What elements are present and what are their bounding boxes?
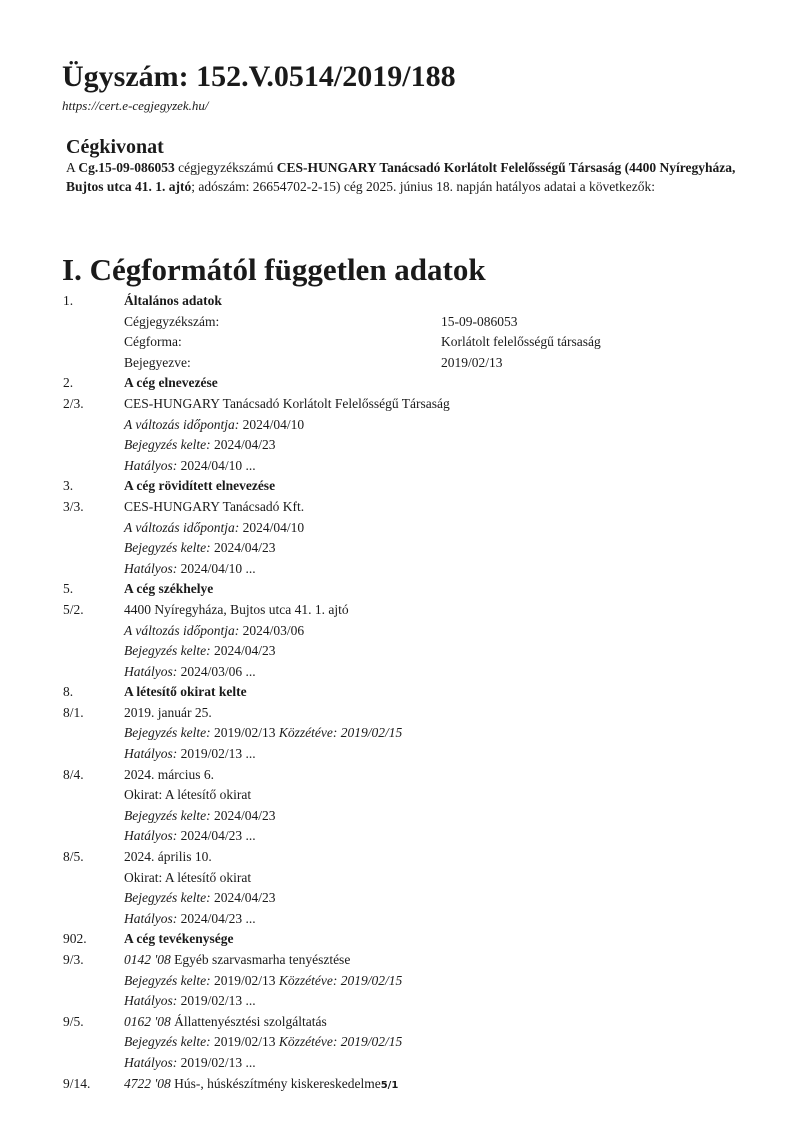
entry-heading-row — [0, 291, 800, 312]
entry-meta-row — [0, 888, 800, 909]
entry-document: Okirat: A létesítő okirat — [124, 869, 252, 885]
entry-number: 9/5. — [63, 1013, 84, 1029]
entry-heading: A cég székhelye — [124, 581, 214, 597]
entry-meta-row — [0, 641, 800, 662]
entry-meta-row — [0, 1053, 800, 1074]
meta-value: 2019/02/13 ... — [177, 993, 256, 1009]
meta-label: Közzétéve: — [278, 1034, 338, 1050]
meta-label: Hatályos: — [124, 560, 178, 576]
activity-code: 4722 '08 — [124, 1075, 171, 1091]
meta-value: 2019/02/13 — [210, 972, 279, 988]
intro-suffix: ; adószám: 26654702-2-15) cég 2025. június 18. napján hatályos adatai a következők: — [191, 179, 656, 194]
meta-value: 2019/02/15 — [337, 972, 403, 988]
entry-heading-row — [0, 373, 800, 394]
entry-number: 8. — [63, 684, 74, 700]
meta-value: 2024/04/23 ... — [177, 910, 256, 926]
entry-number: 8/1. — [63, 704, 84, 720]
general-value: Korlátolt felelősségű társaság — [441, 334, 601, 350]
entry-doc-row — [0, 785, 800, 806]
entry-meta-row — [0, 456, 800, 477]
entry-heading: A cég elnevezése — [124, 375, 218, 391]
meta-label: A változás időpontja: — [124, 622, 240, 638]
entry-text: 2024. március 6. — [124, 766, 214, 782]
entry-heading-row — [0, 476, 800, 497]
entry-row — [0, 847, 800, 868]
intro-connector: cégjegyzékszámú — [174, 160, 277, 175]
entry-meta-row — [0, 909, 800, 930]
meta-label: Bejegyzés kelte: — [124, 437, 211, 453]
meta-value: 2019/02/13 — [210, 1034, 279, 1050]
entry-text: 2024. április 10. — [124, 849, 212, 865]
entry-row — [0, 765, 800, 786]
meta-label: A változás időpontja: — [124, 416, 240, 432]
page-indicator: 5/1 — [380, 1079, 399, 1091]
entry-number: 8/4. — [63, 766, 84, 782]
entry-text: 4400 Nyíregyháza, Bujtos utca 41. 1. ajtó — [124, 601, 349, 617]
meta-value: 2024/04/23 — [210, 540, 276, 556]
general-row-registered — [0, 353, 800, 374]
entry-meta-row — [0, 1032, 800, 1053]
entry-meta-row — [0, 991, 800, 1012]
meta-value: 2024/04/23 — [210, 643, 276, 659]
entry-number: 3/3. — [63, 498, 84, 514]
meta-value: 2024/04/23 — [210, 437, 276, 453]
entry-number: 9/3. — [63, 952, 84, 967]
entry-meta-row — [0, 518, 800, 539]
meta-label: Hatályos: — [124, 663, 178, 679]
entries-list — [0, 291, 800, 1094]
entry-meta-row — [0, 621, 800, 642]
meta-label: A változás időpontja: — [124, 519, 240, 535]
entry-number: 1. — [63, 293, 74, 308]
meta-value: 2024/04/10 ... — [177, 560, 256, 576]
meta-value: 2024/04/23 — [210, 807, 276, 823]
extract-title: Cégkivonat — [66, 136, 164, 158]
activity-code: 0162 '08 — [124, 1013, 171, 1029]
meta-label: Bejegyzés kelte: — [124, 643, 211, 659]
entry-row — [0, 950, 800, 971]
entry-meta-row — [0, 662, 800, 683]
entry-number: 2. — [63, 375, 74, 391]
entry-row — [0, 497, 800, 518]
meta-value: 2024/04/23 ... — [177, 828, 256, 844]
entry-text: CES-HUNGARY Tanácsadó Korlátolt Felelősségű Társaság — [124, 395, 450, 411]
entry-text: Állattenyésztési szolgáltatás — [170, 1013, 327, 1029]
entry-row — [0, 703, 800, 724]
entry-meta-row — [0, 723, 800, 744]
general-value: 2019/02/13 — [441, 354, 503, 370]
entry-heading: A létesítő okirat kelte — [124, 684, 247, 700]
meta-value: 2024/04/10 — [239, 519, 305, 535]
entry-text: CES-HUNGARY Tanácsadó Kft. — [124, 498, 305, 514]
entry-number: 3. — [63, 478, 74, 494]
case-number-title: Ügyszám: 152.V.0514/2019/188 — [62, 60, 456, 93]
entry-doc-row — [0, 868, 800, 889]
entry-number: 5. — [63, 581, 74, 597]
intro-registration-number: Cg.15-09-086053 — [78, 160, 175, 175]
meta-value: 2024/04/10 — [239, 416, 305, 432]
meta-label: Hatályos: — [124, 1054, 178, 1070]
general-value: 15-09-086053 — [441, 313, 518, 329]
entry-text: Egyéb szarvasmarha tenyésztése — [170, 952, 351, 967]
meta-label: Bejegyzés kelte: — [124, 1034, 211, 1050]
intro-prefix: A — [66, 160, 79, 175]
meta-label: Bejegyzés kelte: — [124, 890, 211, 906]
entry-meta-row — [0, 826, 800, 847]
meta-label: Hatályos: — [124, 746, 178, 762]
meta-label: Bejegyzés kelte: — [124, 972, 211, 988]
entry-row — [0, 1074, 800, 1095]
meta-label: Hatályos: — [124, 910, 178, 926]
intro-paragraph — [66, 158, 736, 196]
entry-row — [0, 394, 800, 415]
entry-number: 2/3. — [63, 395, 84, 411]
activity-code: 0142 '08 — [124, 952, 171, 967]
meta-value: 2024/04/10 ... — [177, 457, 256, 473]
entry-text: 2019. január 25. — [124, 704, 212, 720]
general-row-form — [0, 332, 800, 353]
entry-heading: A cég rövidített elnevezése — [124, 478, 276, 494]
intro-company-name: CES-HUNGARY Tanácsadó Korlátolt Felelősségű Társaság (4400 Nyíregyháza, Bujtos utca 41. 1. ajtó — [66, 160, 736, 194]
entry-meta-row — [0, 971, 800, 992]
meta-label: Hatályos: — [124, 993, 178, 1009]
entry-meta-row — [0, 435, 800, 456]
meta-label: Bejegyzés kelte: — [124, 725, 211, 741]
meta-label: Közzétéve: — [278, 972, 338, 988]
entry-meta-row — [0, 806, 800, 827]
meta-label: Bejegyzés kelte: — [124, 540, 211, 556]
entry-meta-row — [0, 744, 800, 765]
meta-value: 2024/03/06 ... — [177, 663, 256, 679]
meta-value: 2024/04/23 — [210, 890, 276, 906]
entry-number: 5/2. — [63, 601, 84, 617]
meta-label: Bejegyzés kelte: — [124, 807, 211, 823]
entry-number: 9/14. — [63, 1075, 91, 1091]
meta-value: 2019/02/13 ... — [177, 746, 256, 762]
entry-heading-row — [0, 579, 800, 600]
general-label: Cégjegyzékszám: — [124, 313, 220, 329]
entry-text: Hús-, húskészítmény kiskereskedelme — [170, 1075, 381, 1091]
entry-heading-row — [0, 682, 800, 703]
entry-heading-row — [0, 929, 800, 950]
entry-row — [0, 600, 800, 621]
entry-number: 902. — [63, 931, 87, 947]
entry-row — [0, 1012, 800, 1033]
meta-value: 2019/02/13 ... — [177, 1054, 256, 1070]
meta-label: Hatályos: — [124, 457, 178, 473]
entry-meta-row — [0, 415, 800, 436]
entry-meta-row — [0, 538, 800, 559]
meta-label: Közzétéve: — [278, 725, 338, 741]
entry-heading: Általános adatok — [124, 293, 222, 308]
meta-value: 2019/02/13 — [210, 725, 279, 741]
entry-document: Okirat: A létesítő okirat — [124, 787, 252, 803]
entry-meta-row — [0, 559, 800, 580]
general-label: Bejegyezve: — [124, 354, 191, 370]
section-title: I. Cégformától független adatok — [62, 252, 486, 287]
meta-value: 2024/03/06 — [239, 622, 305, 638]
entry-heading: A cég tevékenysége — [124, 931, 234, 947]
source-url: https://cert.e-cegjegyzek.hu/ — [62, 98, 209, 113]
entry-number: 8/5. — [63, 849, 84, 865]
meta-value: 2019/02/15 — [337, 1034, 403, 1050]
general-label: Cégforma: — [124, 334, 182, 350]
meta-value: 2019/02/15 — [337, 725, 403, 741]
meta-label: Hatályos: — [124, 828, 178, 844]
general-row-registration — [0, 312, 800, 333]
